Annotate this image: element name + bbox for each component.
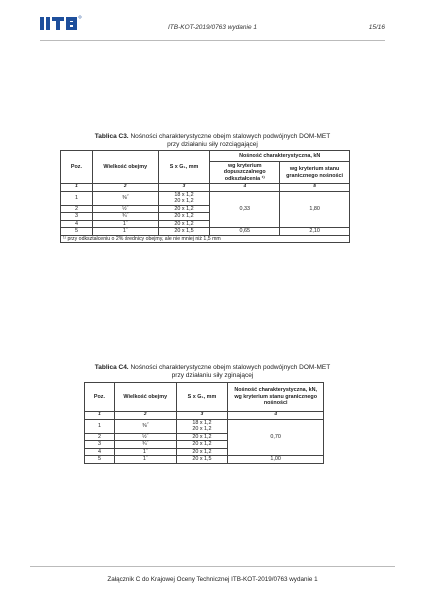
cell-poz: 1 — [85, 419, 115, 433]
th-sxg: S x G₁, mm — [158, 151, 210, 184]
col-number: 3 — [158, 184, 210, 192]
col-number: 4 — [210, 184, 280, 192]
table-c3-caption — [55, 133, 370, 149]
th-capacity-group: Nośność charakterystyczna, kN — [210, 151, 350, 162]
col-number: 3 — [176, 412, 228, 420]
table-c4-subtitle: przy działaniu siły zginającej — [171, 372, 254, 379]
table-c4-number-row — [85, 412, 324, 420]
th-size: Wielkość obejmy — [114, 383, 176, 412]
cell-poz: 4 — [85, 448, 115, 456]
cell-size: 1˝ — [92, 228, 158, 236]
page-number: 15/16 — [368, 24, 385, 31]
cell-size: ⅜˝ — [114, 419, 176, 433]
th-poz: Poz. — [85, 383, 115, 412]
col-number: 4 — [228, 412, 324, 420]
table-c4-label: Tablica C4. — [94, 364, 129, 371]
cell-sxg-line: 18 x 1,2 — [192, 419, 212, 426]
col-number: 1 — [85, 412, 115, 420]
cell-poz: 2 — [85, 433, 115, 441]
cell-col4: 0,65 — [210, 228, 280, 236]
cell-capacity: 1,00 — [228, 456, 324, 464]
cell-poz: 2 — [61, 205, 93, 213]
cell-sxg: 20 x 1,2 — [176, 441, 228, 449]
cell-size: ⅜˝ — [92, 191, 158, 205]
cell-sxg: 20 x 1,2 — [158, 213, 210, 221]
cell-poz: 5 — [85, 456, 115, 464]
cell-merged-col4: 0,33 — [210, 191, 280, 228]
cell-size: ¾˝ — [114, 441, 176, 449]
table-c3-number-row — [61, 184, 350, 192]
cell-size: ½˝ — [114, 433, 176, 441]
cell-size: 1˝ — [114, 456, 176, 464]
cell-sxg: 20 x 1,2 — [176, 433, 228, 441]
table-c3-title: Nośności charakterystyczne obejm stalowych podwójnych DOM-MET — [130, 133, 331, 140]
cell-col5: 2,10 — [280, 228, 350, 236]
cell-poz: 3 — [61, 213, 93, 221]
cell-sxg: 20 x 1,5 — [176, 456, 228, 464]
table-row — [61, 191, 350, 205]
cell-size: ½˝ — [92, 205, 158, 213]
table-c3-subtitle: przy działaniu siły rozciągającej — [167, 141, 258, 148]
col-number: 2 — [92, 184, 158, 192]
cell-merged-col5: 1,80 — [280, 191, 350, 228]
th-poz: Poz. — [61, 151, 93, 184]
table-c4-header-row — [85, 383, 324, 412]
cell-sxg-line: 18 x 1,2 — [174, 191, 194, 198]
cell-poz: 5 — [61, 228, 93, 236]
table-row — [85, 456, 324, 464]
cell-poz: 3 — [85, 441, 115, 449]
table-c4-title: Nośności charakterystyczne obejm stalowych podwójnych DOM-MET — [130, 364, 331, 371]
cell-poz: 4 — [61, 220, 93, 228]
footer-text: Załącznik C do Krajowej Oceny Technicznej ITB-KOT-2019/0763 wydanie 1 — [107, 576, 318, 583]
cell-size: 1˝ — [92, 220, 158, 228]
th-size: Wielkość obejmy — [92, 151, 158, 184]
cell-poz: 1 — [61, 191, 93, 205]
table-row — [85, 419, 324, 433]
table-c3 — [60, 150, 350, 243]
table-row — [61, 228, 350, 236]
page-header — [40, 12, 385, 41]
th-criterion-deformation: wg kryterium dopuszczalnego odkształcenia ¹⁾ — [210, 162, 280, 184]
col-number: 2 — [114, 412, 176, 420]
th-sxg: S x G₁, mm — [176, 383, 228, 412]
page-footer — [30, 566, 395, 583]
th-capacity: Nośność charakterystyczna, kN, wg kryterium stanu granicznego nośności — [228, 383, 324, 412]
table-c4 — [84, 382, 324, 464]
cell-sxg: 20 x 1,2 — [176, 448, 228, 456]
col-number: 5 — [280, 184, 350, 192]
cell-merged-capacity: 0,70 — [228, 419, 324, 456]
cell-sxg: 20 x 1,2 — [158, 220, 210, 228]
cell-sxg-line: 20 x 1,2 — [174, 198, 194, 204]
table-c3-label: Tablica C3. — [94, 133, 129, 140]
cell-size: 1˝ — [114, 448, 176, 456]
cell-sxg: 20 x 1,2 — [158, 205, 210, 213]
table-c3-header-row — [61, 151, 350, 162]
document-id: ITB-KOT-2019/0763 wydanie 1 — [167, 24, 257, 31]
cell-sxg — [176, 419, 228, 433]
cell-sxg — [158, 191, 210, 205]
table-c4-caption — [55, 364, 370, 380]
th-criterion-limit-state: wg kryterium stanu granicznego nośności — [280, 162, 350, 184]
cell-sxg-line: 20 x 1,2 — [192, 426, 212, 432]
cell-size: ¾˝ — [92, 213, 158, 221]
table-c3-footnote-row — [61, 235, 350, 243]
table-c3-footnote: ¹⁾ przy odkształceniu o 2% średnicy obejmy, ale nie mniej niż 1,5 mm — [61, 235, 350, 243]
cell-sxg: 20 x 1,5 — [158, 228, 210, 236]
col-number: 1 — [61, 184, 93, 192]
